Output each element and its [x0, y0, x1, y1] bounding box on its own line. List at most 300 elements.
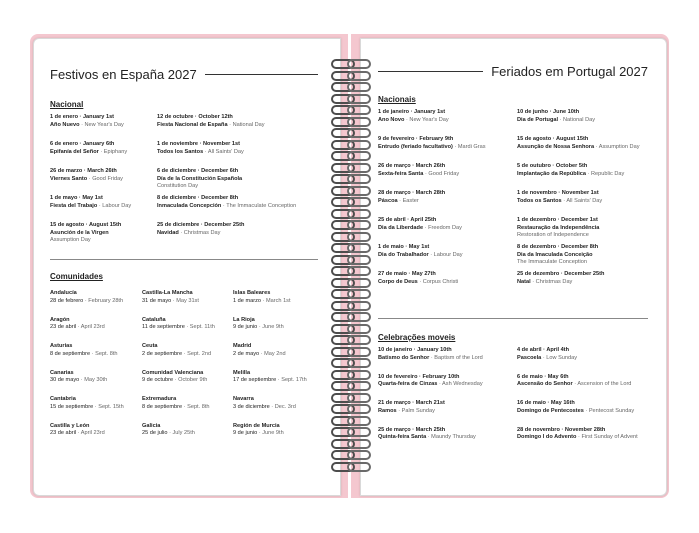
holiday-local-name: Batismo do Senhor — [378, 354, 430, 361]
holiday-english-name: · Freedom Day — [424, 224, 462, 231]
holiday-name — [142, 404, 210, 412]
ring-right — [347, 358, 371, 368]
holiday-entry — [378, 271, 458, 286]
holiday-name — [157, 230, 244, 238]
holiday-entry — [157, 195, 296, 210]
holiday-local-name: Año Nuevo — [50, 121, 80, 128]
holiday-entry — [50, 396, 124, 411]
holiday-local-name: 9 de octubre — [142, 377, 174, 384]
holiday-entry — [517, 400, 634, 415]
spiral-ring — [331, 139, 367, 148]
ring-right — [347, 94, 371, 104]
holiday-date: Aragón — [50, 316, 70, 323]
spiral-ring — [331, 162, 367, 171]
holiday-date: Melilla — [233, 369, 251, 376]
holiday-local-name: Inmaculada Concepción — [157, 202, 222, 209]
ring-right — [347, 427, 371, 437]
holiday-local-name: Navidad — [157, 229, 179, 236]
ring-right — [347, 416, 371, 426]
holiday-local-name: Dia de Portugal — [517, 116, 559, 123]
holiday-english-name: · New Year's Day — [81, 121, 124, 128]
holiday-name — [157, 176, 242, 184]
holiday-date: 1 de dezembro · December 1st — [517, 217, 598, 223]
holiday-local-name: Epifanía del Señor — [50, 148, 99, 155]
holiday-english-name: · June 9th — [258, 430, 284, 437]
ring-right — [347, 266, 371, 276]
holiday-english-name: · Assumption Day — [595, 143, 640, 150]
spiral-ring — [331, 300, 367, 309]
spiral-ring — [331, 380, 367, 389]
holiday-entry — [50, 290, 123, 305]
holiday-entry — [517, 374, 631, 389]
holiday-name — [517, 252, 598, 260]
holiday-name — [378, 171, 459, 179]
holiday-local-name: 25 de julio — [142, 430, 168, 437]
holiday-entry — [50, 317, 105, 332]
holiday-name — [50, 298, 123, 306]
holiday-english-name: · Labour Day — [98, 202, 132, 209]
holiday-name — [378, 355, 483, 363]
holiday-name — [378, 381, 483, 389]
spiral-ring — [331, 219, 367, 228]
spiral-ring — [331, 58, 367, 67]
ring-right — [347, 140, 371, 150]
ring-right — [347, 117, 371, 127]
spiral-binding — [331, 58, 367, 472]
holiday-date: Cantabria — [50, 396, 76, 402]
holiday-date: 28 de novembro · November 28th — [517, 426, 606, 433]
holiday-english-name: · Epiphany — [100, 148, 128, 155]
holiday-local-name: Sexta-feira Santa — [378, 170, 424, 177]
holiday-english-name: · Sept. 2nd — [183, 350, 212, 357]
holiday-english-name: · Pentecost Sunday — [585, 407, 635, 414]
spiral-ring — [331, 104, 367, 113]
holiday-entry — [50, 141, 127, 156]
holiday-local-name: Ascensão do Senhor — [517, 381, 573, 388]
holiday-entry — [50, 370, 107, 385]
right-title-row — [378, 64, 648, 79]
spiral-ring — [331, 449, 367, 458]
spiral-ring — [331, 415, 367, 424]
holiday-date: Ceuta — [142, 343, 158, 349]
holiday-entry — [233, 290, 291, 305]
holiday-name — [378, 144, 486, 152]
holiday-date: 4 de abril · April 4th — [517, 347, 570, 353]
holiday-date: 5 de outubro · October 5th — [517, 163, 588, 169]
spiral-ring — [331, 392, 367, 401]
ring-right — [347, 255, 371, 265]
spiral-ring — [331, 150, 367, 159]
holiday-date: 8 de diciembre · December 8th — [157, 195, 239, 201]
holiday-name — [142, 351, 211, 359]
holiday-entry — [378, 217, 462, 232]
holiday-date: 10 de janeiro · January 10th — [378, 347, 452, 353]
holiday-name — [142, 430, 195, 438]
spiral-ring — [331, 277, 367, 286]
ring-right — [347, 381, 371, 391]
holiday-local-name: 23 de abril — [50, 324, 77, 331]
ring-right — [347, 462, 371, 472]
holiday-english-name: · Palm Sunday — [398, 407, 435, 414]
holiday-local-name: Dia da Imaculada Conceição — [517, 251, 593, 258]
holiday-date: Galicia — [142, 422, 161, 429]
holiday-english-name: · Sept. 11th — [186, 324, 215, 331]
spiral-ring — [331, 208, 367, 217]
holiday-english-name: · Sept. 8th — [91, 350, 118, 357]
holiday-entry — [378, 400, 445, 415]
holiday-name — [517, 144, 640, 152]
holiday-date: 9 de fevereiro · February 9th — [378, 136, 454, 142]
ring-right — [347, 174, 371, 184]
holiday-date: 28 de março · March 28th — [378, 190, 446, 196]
holiday-english-name: · Mardi Gras — [454, 143, 486, 150]
holiday-entry — [233, 396, 296, 411]
holiday-entry — [378, 244, 463, 259]
holiday-entry — [517, 190, 602, 205]
holiday-local-name: 31 de mayo — [142, 297, 172, 304]
holiday-local-name: 1 de marzo — [233, 297, 261, 304]
holiday-name — [157, 122, 265, 130]
holiday-name — [378, 279, 458, 287]
holiday-date: Castilla-La Mancha — [142, 290, 193, 296]
spiral-ring — [331, 426, 367, 435]
holiday-local-name: Natal — [517, 278, 531, 285]
holiday-english-name: · First Sunday of Advent — [578, 434, 638, 441]
holiday-english-name: · All Saints' Day — [204, 148, 244, 155]
spiral-ring — [331, 173, 367, 182]
holiday-date: 12 de octubre · October 12th — [157, 114, 233, 120]
holiday-english-name: · March 1st — [262, 297, 291, 304]
holiday-english-name: · May 2nd — [260, 350, 286, 357]
holiday-date: Navarra — [233, 396, 254, 402]
holiday-date: 25 de diciembre · December 25th — [157, 222, 245, 228]
ring-right — [347, 232, 371, 242]
title-rule — [205, 74, 318, 75]
holiday-local-name: Implantação da República — [517, 170, 587, 177]
holiday-entry — [517, 217, 599, 240]
holiday-name — [50, 176, 123, 184]
holiday-entry — [378, 109, 449, 124]
holiday-entry — [378, 190, 445, 205]
ring-right — [347, 82, 371, 92]
holiday-date: 26 de marzo · March 26th — [50, 168, 117, 174]
holiday-name — [517, 225, 599, 233]
holiday-name — [233, 351, 286, 359]
holiday-entry — [517, 271, 604, 286]
holiday-local-name: Ano Novo — [378, 116, 405, 123]
holiday-english-name: · Maundy Thursday — [427, 434, 476, 441]
holiday-entry — [517, 427, 638, 442]
holiday-name — [233, 430, 284, 438]
holiday-entry — [50, 423, 105, 438]
holiday-entry — [157, 114, 265, 129]
ring-right — [347, 105, 371, 115]
holiday-date: 10 de junho · June 10th — [517, 109, 580, 115]
spiral-ring — [331, 81, 367, 90]
holiday-name — [378, 434, 476, 442]
holiday-local-name: Fiesta Nacional de España — [157, 121, 228, 128]
ring-right — [347, 186, 371, 196]
holiday-english-name: · February 28th — [84, 297, 124, 304]
spiral-ring — [331, 231, 367, 240]
holiday-english-name: · Low Sunday — [542, 354, 578, 361]
holiday-local-name: Dia do Trabalhador — [378, 251, 429, 258]
holiday-name — [517, 279, 604, 287]
holiday-date: Asturias — [50, 343, 73, 349]
holiday-date: Castilla y León — [50, 422, 90, 429]
holiday-english-name: · Ascension of the Lord — [574, 381, 632, 388]
holiday-name — [142, 298, 199, 306]
holiday-name — [50, 377, 107, 385]
holiday-local-name: 28 de febrero — [50, 297, 84, 304]
holiday-english-name: · June 9th — [258, 324, 284, 331]
spiral-ring — [331, 288, 367, 297]
left-title-row — [50, 67, 318, 82]
holiday-english-name: · Sept. 8th — [183, 403, 210, 410]
holiday-local-name: 15 de septiembre — [50, 403, 94, 410]
holiday-entry — [50, 114, 124, 129]
page-title: Feriados em Portugal 2027 — [491, 64, 648, 79]
holiday-date: Andalucía — [50, 290, 77, 296]
holiday-date: Cataluña — [142, 316, 166, 323]
holiday-local-name: 23 de abril — [50, 430, 77, 437]
holiday-english-name: · Sept. 15th — [94, 403, 124, 410]
spiral-ring — [331, 346, 367, 355]
holiday-name — [517, 381, 631, 389]
holiday-local-name: Todos los Santos — [157, 148, 204, 155]
holiday-local-name: 8 de septiembre — [142, 403, 183, 410]
holiday-local-name: 11 de septiembre — [142, 324, 185, 331]
holiday-date: Comunidad Valenciana — [142, 369, 204, 376]
holiday-name — [50, 404, 124, 412]
holiday-local-name: Asunción de la Virgen — [50, 229, 109, 236]
holiday-local-name: 2 de septiembre — [142, 350, 183, 357]
spiral-ring — [331, 403, 367, 412]
holiday-local-name: Domingo de Pentecostes — [517, 407, 584, 414]
holiday-name — [142, 377, 207, 385]
ring-right — [347, 439, 371, 449]
holiday-date: Islas Baleares — [233, 290, 271, 296]
holiday-name — [50, 351, 118, 359]
holiday-entry — [517, 109, 595, 124]
holiday-entry — [517, 347, 577, 362]
holiday-entry — [517, 136, 640, 151]
holiday-english-name: · May 31st — [172, 297, 199, 304]
holiday-local-name: Entrudo (feriado facultativo) — [378, 143, 453, 150]
holiday-entry — [517, 244, 598, 267]
holiday-entry — [378, 163, 459, 178]
holiday-name — [517, 198, 602, 206]
ring-right — [347, 393, 371, 403]
holiday-entry — [378, 347, 483, 362]
ring-right — [347, 301, 371, 311]
holiday-entry — [50, 222, 121, 245]
holiday-entry — [157, 168, 242, 191]
holiday-name — [378, 198, 445, 206]
ring-right — [347, 312, 371, 322]
ring-right — [347, 220, 371, 230]
holiday-name — [157, 203, 296, 211]
spiral-ring — [331, 311, 367, 320]
holiday-local-name: Dia da Liberdade — [378, 224, 424, 231]
spiral-ring — [331, 265, 367, 274]
holiday-entry — [142, 343, 211, 358]
spiral-ring — [331, 127, 367, 136]
holiday-name — [50, 122, 124, 130]
holiday-date: 16 de maio · May 16th — [517, 400, 575, 406]
page-title: Festivos en España 2027 — [50, 67, 197, 82]
holiday-local-name: 9 de junio — [233, 324, 258, 331]
ring-right — [347, 243, 371, 253]
title-rule — [378, 71, 483, 72]
holiday-date: 1 de enero · January 1st — [50, 114, 115, 120]
holiday-english-name: The Immaculate Conception — [517, 259, 587, 266]
holiday-english-name: Constitution Day — [157, 183, 199, 190]
holiday-english-name: · Corpus Christi — [419, 278, 459, 285]
holiday-english-name: · Christmas Day — [180, 229, 221, 236]
holiday-entry — [233, 423, 284, 438]
spiral-ring — [331, 93, 367, 102]
holiday-entry — [50, 195, 131, 210]
holiday-name — [50, 230, 121, 238]
holiday-date: 6 de enero · January 6th — [50, 141, 115, 147]
holiday-date: Madrid — [233, 343, 252, 349]
section-heading-nacionais: Nacionais — [378, 95, 416, 104]
holiday-entry — [157, 141, 244, 156]
spiral-ring — [331, 357, 367, 366]
ring-right — [347, 404, 371, 414]
holiday-english-name: · Christmas Day — [532, 278, 573, 285]
section-divider — [378, 318, 648, 319]
holiday-name — [233, 404, 296, 412]
holiday-date: 1 de maio · May 1st — [378, 244, 430, 250]
holiday-date: 8 de dezembro · December 8th — [517, 244, 599, 250]
holiday-english-name: · Good Friday — [88, 175, 123, 182]
spiral-ring — [331, 196, 367, 205]
holiday-date: 26 de março · March 26th — [378, 163, 446, 169]
holiday-entry — [142, 396, 210, 411]
spiral-ring — [331, 70, 367, 79]
holiday-date: 25 de abril · April 25th — [378, 217, 437, 223]
holiday-date: 1 de noviembre · November 1st — [157, 141, 241, 147]
holiday-date: La Rioja — [233, 316, 255, 323]
holiday-name — [517, 171, 624, 179]
holiday-date: 6 de maio · May 6th — [517, 373, 569, 380]
spiral-ring — [331, 438, 367, 447]
holiday-date: 1 de novembro · November 1st — [517, 190, 599, 196]
holiday-english-name: · May 30th — [80, 377, 108, 384]
holiday-local-name: Restauração da Independência — [517, 224, 600, 231]
holiday-english-name: · National Day — [559, 116, 596, 123]
holiday-date: 25 de dezembro · December 25th — [517, 271, 605, 277]
spiral-ring — [331, 242, 367, 251]
holiday-name — [378, 117, 449, 125]
holiday-english-name: · New Year's Day — [405, 116, 449, 123]
holiday-local-name: Páscoa — [378, 197, 398, 204]
ring-right — [347, 71, 371, 81]
holiday-date: 27 de maio · May 27th — [378, 271, 436, 277]
holiday-name — [517, 117, 595, 125]
holiday-local-name: Ramos — [378, 407, 397, 414]
holiday-date: 25 de março · March 25th — [378, 426, 446, 433]
holiday-date: 6 de diciembre · December 6th — [157, 168, 239, 174]
holiday-english-name: · Labour Day — [430, 251, 463, 258]
ring-right — [347, 209, 371, 219]
holiday-date: 15 de agosto · August 15th — [50, 222, 122, 228]
holiday-name — [50, 324, 105, 332]
holiday-entry — [157, 222, 244, 237]
holiday-date: Extremadura — [142, 396, 177, 402]
holiday-local-name: Todos os Santos — [517, 197, 562, 204]
holiday-entry — [233, 317, 284, 332]
holiday-date: 1 de mayo · May 1st — [50, 195, 103, 201]
holiday-local-name: 30 de mayo — [50, 377, 80, 384]
holiday-local-name: 2 de mayo — [233, 350, 260, 357]
holiday-english-name: · April 23rd — [77, 324, 105, 331]
holiday-local-name: Quarta-feira de Cinzas — [378, 381, 438, 388]
holiday-local-name: 3 de diciembre — [233, 403, 270, 410]
holiday-entry — [50, 343, 118, 358]
holiday-english-name: Assumption Day — [50, 237, 91, 244]
ring-right — [347, 335, 371, 345]
holiday-entry — [233, 370, 307, 385]
ring-right — [347, 151, 371, 161]
holiday-name — [517, 355, 577, 363]
holiday-local-name: Domingo I do Advento — [517, 434, 577, 441]
spiral-ring — [331, 254, 367, 263]
holiday-english-name: · Ash Wednesday — [438, 381, 483, 388]
holiday-local-name: Pascoela — [517, 354, 542, 361]
holiday-local-name: 17 de septiembre — [233, 377, 277, 384]
holiday-entry — [142, 290, 199, 305]
holiday-local-name: 9 de junio — [233, 430, 258, 437]
holiday-entry — [378, 136, 486, 151]
holiday-english-name: · Baptism of the Lord — [430, 354, 483, 361]
spiral-ring — [331, 116, 367, 125]
section-heading-nacional: Nacional — [50, 100, 84, 109]
spiral-ring — [331, 369, 367, 378]
holiday-english-name: · All Saints' Day — [563, 197, 603, 204]
spiral-ring — [331, 323, 367, 332]
holiday-entry — [142, 370, 207, 385]
holiday-english-name: · Easter — [399, 197, 419, 204]
holiday-name — [50, 203, 131, 211]
ring-right — [347, 450, 371, 460]
ring-right — [347, 59, 371, 69]
holiday-local-name: Assunção de Nossa Senhora — [517, 143, 595, 150]
spiral-ring — [331, 334, 367, 343]
ring-right — [347, 197, 371, 207]
holiday-english-name: · National Day — [229, 121, 265, 128]
holiday-entry — [378, 427, 476, 442]
section-heading-comunidades: Comunidades — [50, 272, 103, 281]
holiday-english-name: Restoration of Independence — [517, 232, 589, 239]
ring-right — [347, 324, 371, 334]
section-heading-celebracoes: Celebrações moveis — [378, 333, 456, 342]
holiday-english-name: · July 25th — [169, 430, 195, 437]
holiday-name — [378, 225, 462, 233]
holiday-entry — [233, 343, 286, 358]
holiday-english-name: · Dec. 3rd — [271, 403, 296, 410]
holiday-name — [142, 324, 215, 332]
holiday-date: 10 de fevereiro · February 10th — [378, 373, 460, 380]
holiday-date: Canarias — [50, 369, 74, 376]
ring-right — [347, 347, 371, 357]
holiday-english-name: · April 23rd — [77, 430, 105, 437]
holiday-english-name: · The Immaculate Conception — [222, 202, 297, 209]
ring-right — [347, 163, 371, 173]
holiday-name — [233, 324, 284, 332]
